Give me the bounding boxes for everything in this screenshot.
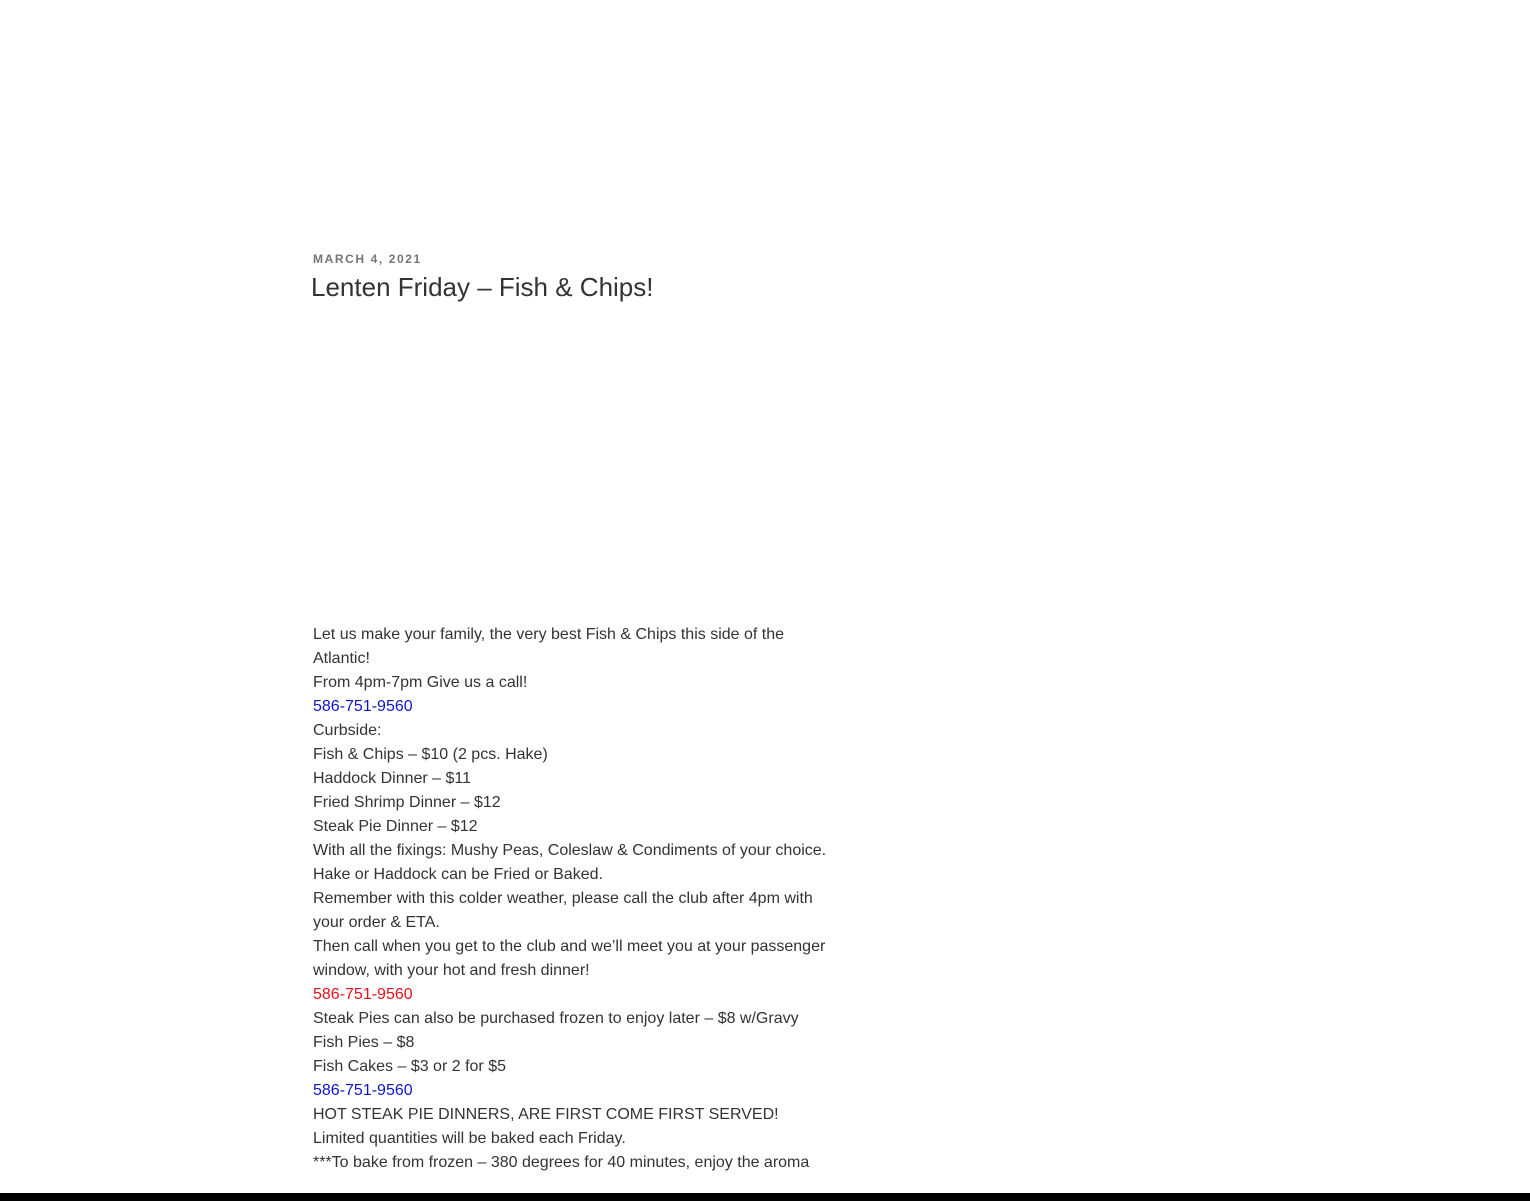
content-line: Fried Shrimp Dinner – $12 — [313, 794, 501, 811]
content-line: Steak Pie Dinner – $12 — [313, 818, 478, 835]
content-line: With all the fixings: Mushy Peas, Coleslaw & Condiments of your choice. — [313, 842, 827, 859]
content-line: Fish Cakes – $3 or 2 for $5 — [313, 1058, 506, 1075]
content-line: Fish & Chips – $10 (2 pcs. Hake) — [313, 746, 548, 763]
bottom-scroll-edge — [0, 1193, 1530, 1201]
phone-link[interactable]: 586-751-9560 — [313, 1082, 413, 1099]
content-line: From 4pm-7pm Give us a call! — [313, 674, 528, 691]
post-title: Lenten Friday – Fish & Chips! — [311, 272, 654, 302]
phone-link[interactable]: 586-751-9560 — [313, 698, 413, 715]
content-line: Let us make your family, the very best Fish & Chips this side of the Atlantic! — [313, 626, 785, 667]
post-content — [313, 623, 843, 1175]
content-line: Steak Pies can also be purchased frozen to enjoy later – $8 w/Gravy — [313, 1010, 799, 1027]
content-line: Fish Pies – $8 — [313, 1034, 415, 1051]
post-date-link[interactable]: MARCH 4, 2021 — [313, 252, 422, 266]
content-line: Hake or Haddock can be Fried or Baked. — [313, 866, 603, 883]
content-line: Then call when you get to the club and we’ll meet you at your passenger window, with your hot and fresh dinner! — [313, 938, 826, 979]
content-line: ***To bake from frozen – 380 degrees for 40 minutes, enjoy the aroma — [313, 1154, 810, 1171]
content-line: HOT STEAK PIE DINNERS, ARE FIRST COME FIRST SERVED! — [313, 1106, 779, 1123]
content-line: Haddock Dinner – $11 — [313, 770, 472, 787]
phone-link[interactable]: 586-751-9560 — [313, 986, 413, 1003]
content-line: Curbside: — [313, 722, 382, 739]
content-line: Limited quantities will be baked each Friday. — [313, 1130, 626, 1147]
content-line: Remember with this colder weather, please call the club after 4pm with your order & ETA. — [313, 890, 813, 931]
